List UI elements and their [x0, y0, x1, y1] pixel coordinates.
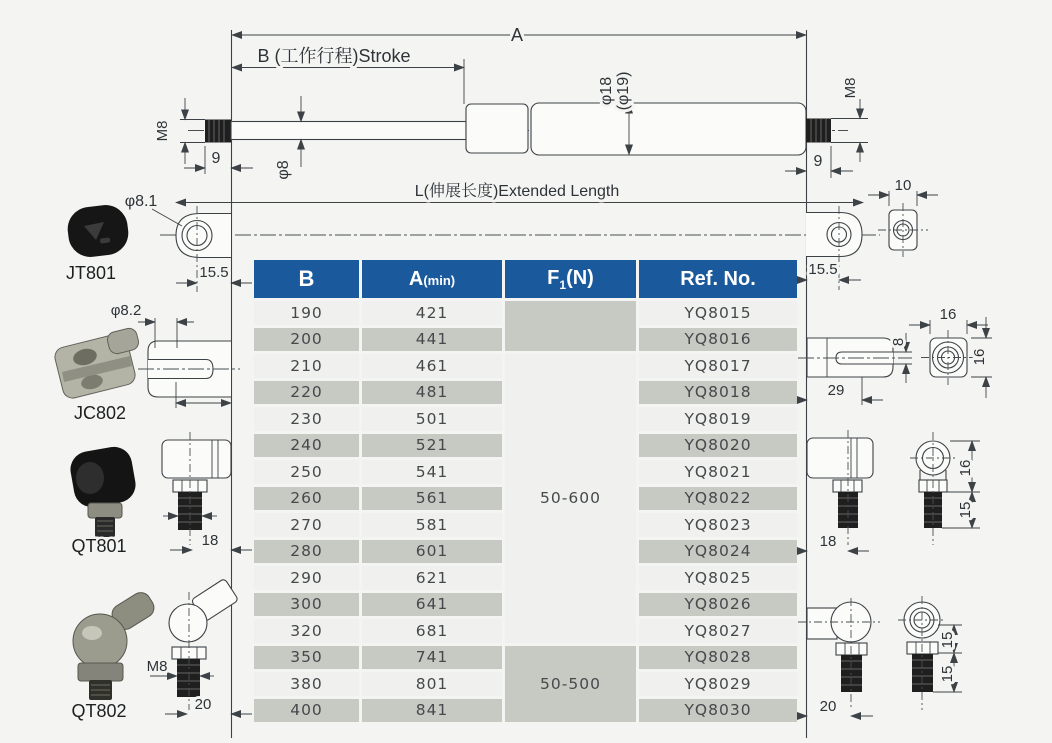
table-row [254, 646, 797, 670]
dim-b-label: B (工作行程)Stroke [257, 46, 411, 66]
qt802-drawing [147, 578, 252, 714]
dim-a [232, 25, 806, 45]
cell-ref: YQ8019 [639, 407, 797, 431]
jc802-photo [53, 327, 140, 400]
ball-socket-seg1-label: 16 [957, 459, 974, 477]
dim-thread-len-left-label: 9 [211, 150, 221, 167]
cell-b: 400 [254, 699, 359, 723]
clevis-slot-label: 8 [890, 337, 907, 347]
dim-tube-diameter-label1: φ18 [598, 76, 615, 106]
cell-b: 300 [254, 593, 359, 617]
cell-b: 270 [254, 513, 359, 537]
ball-socket-seg2-label: 15 [957, 501, 974, 519]
qt801-drawing [162, 432, 252, 550]
dim-thread-len-right-label: 9 [813, 153, 823, 170]
clevis-depth-label: 29 [827, 382, 845, 399]
ball-socket-offset-label: 18 [819, 533, 837, 550]
dim-rod-diameter-label: φ8 [275, 160, 292, 180]
cell-a: 641 [362, 593, 502, 617]
header-f-sub: 1 [559, 277, 567, 292]
cell-ref: YQ8023 [639, 513, 797, 537]
spec-table-body [254, 301, 797, 722]
dim-tube-diameter-label2: (φ19) [615, 71, 632, 111]
qt801-photo [68, 444, 139, 537]
cell-ref: YQ8018 [639, 381, 797, 405]
dim-extended-length-label: L(伸展长度)Extended Length [414, 183, 620, 200]
cell-a: 521 [362, 434, 502, 458]
ball-socket-detail [787, 430, 980, 551]
qt801-offset-label: 18 [201, 532, 219, 549]
cell-a: 461 [362, 354, 502, 378]
square-nut-view [868, 177, 938, 257]
table-row [254, 354, 797, 378]
dim-eyelet-left-label: 15.5 [199, 264, 229, 281]
cell-b: 220 [254, 381, 359, 405]
header-a-sub: (min) [423, 272, 456, 288]
dim-nut-width-label: 10 [894, 177, 912, 194]
cell-ref: YQ8015 [639, 301, 797, 325]
clevis-width-label: 16 [939, 306, 957, 323]
cell-a: 481 [362, 381, 502, 405]
ball-stud-offset-label: 20 [819, 698, 837, 715]
cell-ref: YQ8028 [639, 646, 797, 670]
cell-a: 541 [362, 460, 502, 484]
cell-ref: YQ8022 [639, 487, 797, 511]
cell-a: 421 [362, 301, 502, 325]
cell-a: 601 [362, 540, 502, 564]
cell-ref: YQ8020 [639, 434, 797, 458]
ball-stud-seg1-label: 15 [939, 631, 956, 649]
cell-b: 200 [254, 328, 359, 352]
rod-collar [466, 104, 528, 153]
jt801-label: JT801 [65, 263, 117, 283]
gas-spring-body [188, 103, 848, 155]
cell-ref: YQ8025 [639, 566, 797, 590]
cell-ref: YQ8021 [639, 460, 797, 484]
cell-a: 841 [362, 699, 502, 723]
cell-b: 380 [254, 672, 359, 696]
cell-b: 320 [254, 619, 359, 643]
qt802-thread-label: M8 [146, 658, 168, 675]
cell-a: 621 [362, 566, 502, 590]
cell-ref: YQ8024 [639, 540, 797, 564]
cell-b: 210 [254, 354, 359, 378]
cell-a: 501 [362, 407, 502, 431]
cell-ref: YQ8029 [639, 672, 797, 696]
dim-thread-right-label: M8 [842, 77, 859, 99]
ball-stud-seg2-label: 15 [939, 665, 956, 683]
clevis-detail [788, 306, 992, 405]
jt801-callout [125, 193, 182, 226]
cell-ref: YQ8030 [639, 699, 797, 723]
cell-a: 801 [362, 672, 502, 696]
dim-a-label: A [510, 25, 524, 45]
jc802-callout-label: φ8.2 [110, 302, 142, 319]
clevis-height-label: 16 [971, 348, 988, 366]
jt801-callout-label: φ8.1 [124, 193, 158, 210]
piston-rod [231, 122, 466, 140]
cell-a: 681 [362, 619, 502, 643]
cell-b: 240 [254, 434, 359, 458]
cell-a: 741 [362, 646, 502, 670]
dim-eyelet-right-label: 15.5 [808, 261, 838, 278]
cell-b: 230 [254, 407, 359, 431]
cell-a: 561 [362, 487, 502, 511]
dim-eyelet-left [176, 264, 252, 283]
dim-thread-right [831, 78, 868, 162]
dim-thread-left-label: M8 [154, 120, 171, 142]
header-b: B [254, 260, 359, 298]
cell-f1: 50-500 [505, 646, 636, 723]
dim-b-stroke [232, 46, 464, 104]
dim-thread-left [154, 98, 205, 164]
table-row [254, 301, 797, 325]
cell-b: 290 [254, 566, 359, 590]
header-a-min [362, 260, 502, 298]
cell-ref: YQ8017 [639, 354, 797, 378]
cell-a: 581 [362, 513, 502, 537]
qt801-label: QT801 [71, 536, 127, 556]
header-ref-no: Ref. No. [639, 260, 797, 298]
dim-thread-len-left [184, 146, 253, 174]
cell-b: 350 [254, 646, 359, 670]
qt802-photo [73, 589, 158, 700]
header-f-rest: (N) [566, 266, 594, 289]
cell-b: 250 [254, 460, 359, 484]
cell-ref: YQ8016 [639, 328, 797, 352]
cell-b: 260 [254, 487, 359, 511]
cell-f1: 50-600 [505, 354, 636, 643]
cell-b: 190 [254, 301, 359, 325]
qt802-label: QT802 [71, 701, 127, 721]
cylinder-tube [531, 103, 806, 155]
ball-stud-detail [787, 596, 962, 716]
jc802-label: JC802 [73, 403, 127, 423]
cell-f1 [505, 301, 636, 351]
qt802-offset-label: 20 [194, 696, 212, 713]
right-thread [806, 119, 831, 143]
cell-ref: YQ8027 [639, 619, 797, 643]
jt801-photo [65, 203, 131, 260]
header-f1n [505, 260, 636, 298]
spec-table [251, 257, 800, 725]
cell-ref: YQ8026 [639, 593, 797, 617]
header-f-main: F [547, 266, 560, 289]
cell-a: 441 [362, 328, 502, 352]
dim-extended-length [176, 182, 863, 203]
header-a-main: A [408, 267, 424, 290]
table-header-row [254, 260, 797, 298]
cell-b: 280 [254, 540, 359, 564]
